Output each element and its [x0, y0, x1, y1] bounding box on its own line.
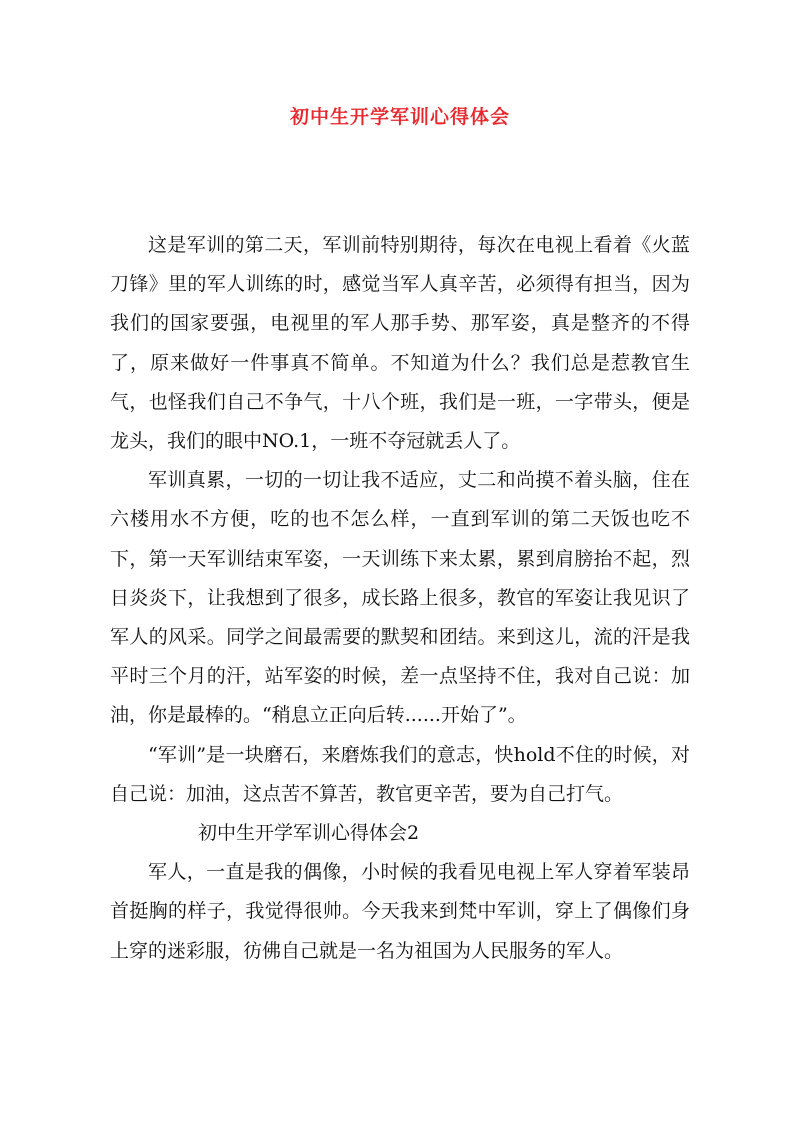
section-subheading: 初中生开学军训心得体会2 [198, 822, 420, 845]
document-title: 初中生开学军训心得体会 [289, 106, 510, 128]
document-body [110, 226, 690, 971]
paragraph-1: 这是军训的第二天，军训前特别期待，每次在电视上看着《火蓝刀锋》里的军人训练的时，感觉当军人真辛苦，必须得有担当，因为我们的国家要强，电视里的军人那手势、那军姿，真是整齐的不得了，原来做好一件事真不简单。不知道为什么？我们总是惹教官生气，也怪我们自己不争气，十八个班，我们是一班，一字带头，便是龙头，我们的眼中NO.1，一班不夺冠就丢人了。 [110, 234, 690, 453]
paragraph-4: 军人，一直是我的偶像，小时候的我看见电视上军人穿着军装昂首挺胸的样子，我觉得很帅。今天我来到梵中军训，穿上了偶像们身上穿的迷彩服，彷佛自己就是一名为祖国为人民服务的军人。 [110, 861, 690, 962]
paragraph-3: “军训”是一块磨石，来磨炼我们的意志，快hold不住的时候，对自己说：加油，这点苦不算苦，教官更辛苦，要为自己打气。 [110, 743, 690, 805]
paragraph-2: 军训真累，一切的一切让我不适应，丈二和尚摸不着头脑，住在六楼用水不方便，吃的也不怎么样，一直到军训的第二天饭也吃不下，第一天军训结束军姿，一天训练下来太累，累到肩膀抬不起，烈日炎炎下，让我想到了很多，成长路上很多，教官的军姿让我见识了军人的风采。同学之间最需要的默契和团结。来到这儿，流的汗是我平时三个月的汗，站军姿的时候，差一点坚持不住，我对自己说：加油，你是最棒的。“稍息立正向后转......开始了”。 [110, 469, 690, 727]
